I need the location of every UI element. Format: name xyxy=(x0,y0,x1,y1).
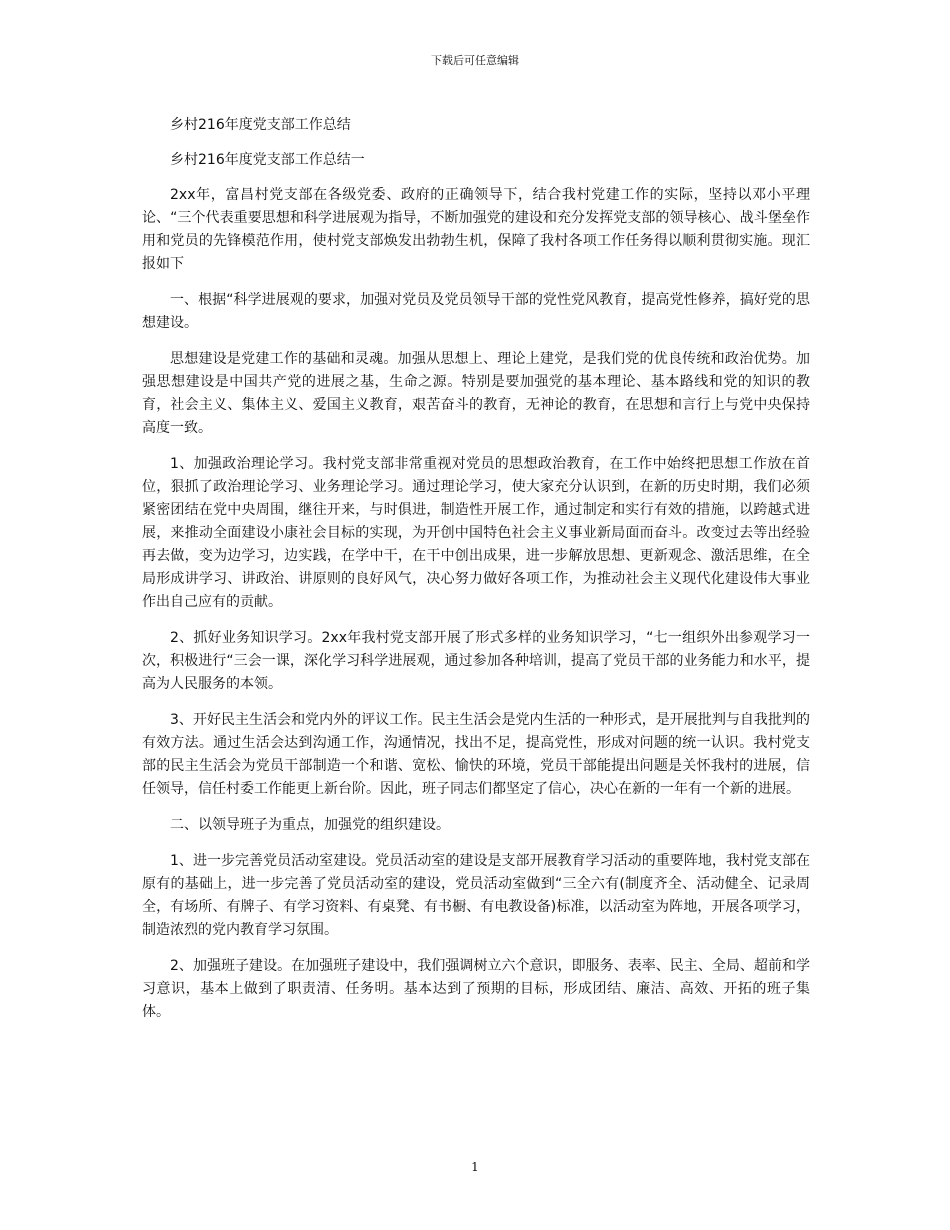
document-title: 乡村216年度党支部工作总结 xyxy=(170,117,351,133)
paragraph-intro: 2xx年，富昌村党支部在各级党委、政府的正确领导下，结合我村党建工作的实际，坚持以邓小平理论、“三个代表重要思想和科学进展观为指导，不断加强党的建设和充分发挥党支部的领导核心、战斗堡垒作用和党员的先锋模范作用，使村党支部焕发出勃勃生机，保障了我村各项工作任务得以顺利贯彻实施。现汇报如下 xyxy=(142,187,810,272)
section-heading-2: 二、以领导班子为重点，加强党的组织建设。 xyxy=(170,817,450,833)
document-body xyxy=(142,114,810,1037)
paragraph-item-1-1: 1、加强政治理论学习。我村党支部非常重视对党员的思想政治教育，在工作中始终把思想工作放在首位，狠抓了政治理论学习、业务理论学习。通过理论学习，使大家充分认识到，在新的历史时期，我们必须紧密团结在党中央周围，继往开来，与时俱进，制造性开展工作，通过制定和实行有效的措施，以跨越式进展，来推动全面建设小康社会目标的实现，为开创中国特色社会主义事业新局面而奋斗。改变过去等出经验再去做，变为边学习，边实践，在学中干，在干中创出成果，进一步解放思想、更新观念、激活思维，在全局形成讲学习、讲政治、讲原则的良好风气，决心努力做好各项工作，为推动社会主义现代化建设伟大事业作出自己应有的贡献。 xyxy=(142,456,810,610)
paragraph-item-2-2: 2、加强班子建设。在加强班子建设中，我们强调树立六个意识，即服务、表率、民主、全局、超前和学习意识，基本上做到了职责清、任务明。基本达到了预期的目标，形成团结、廉洁、高效、开拓的班子集体。 xyxy=(142,958,810,1020)
paragraph-item-1-3: 3、开好民主生活会和党内外的评议工作。民主生活会是党内生活的一种形式，是开展批判与自我批判的有效方法。通过生活会达到沟通工作，沟通情况，找出不足，提高党性，形成对问题的统一认识。我村党支部的民主生活会为党员干部制造一个和谐、宽松、愉快的环境，党员干部能提出问题是关怀我村的进展，信任领导，信任村委工作能更上新台阶。因此，班子同志们都坚定了信心，决心在新的一年有一个新的进展。 xyxy=(142,712,810,797)
paragraph-item-1-2: 2、抓好业务知识学习。2xx年我村党支部开展了形式多样的业务知识学习，“七一组织外出参观学习一次，积极进行“三会一课，深化学习科学进展观，通过参加各种培训，提高了党员干部的业务能力和水平，提高为人民服务的本领。 xyxy=(142,630,810,692)
paragraph-item-2-1: 1、进一步完善党员活动室建设。党员活动室的建设是支部开展教育学习活动的重要阵地，我村党支部在原有的基础上，进一步完善了党员活动室的建设，党员活动室做到“三全六有(制度齐全、活动健全、记录周全，有场所、有牌子、有学习资料、有桌凳、有书橱、有电教设备)标准，以活动室为阵地，开展各项学习，制造浓烈的党内教育学习氛围。 xyxy=(142,853,810,938)
section-heading-1: 一、根据“科学进展观的要求，加强对党员及党员领导干部的党性党风教育，提高党性修养，搞好党的思想建设。 xyxy=(142,292,810,331)
page-number: 1 xyxy=(471,1160,479,1174)
paragraph-ideology: 思想建设是党建工作的基础和灵魂。加强从思想上、理论上建党，是我们党的优良传统和政治优势。加强思想建设是中国共产党的进展之基，生命之源。特别是要加强党的基本理论、基本路线和党的知识的教育，社会主义、集体主义、爱国主义教育，艰苦奋斗的教育，无神论的教育，在思想和言行上与党中央保持高度一致。 xyxy=(142,351,810,436)
page-header: 下载后可任意编辑 xyxy=(431,54,519,67)
document-subtitle: 乡村216年度党支部工作总结一 xyxy=(170,152,365,168)
